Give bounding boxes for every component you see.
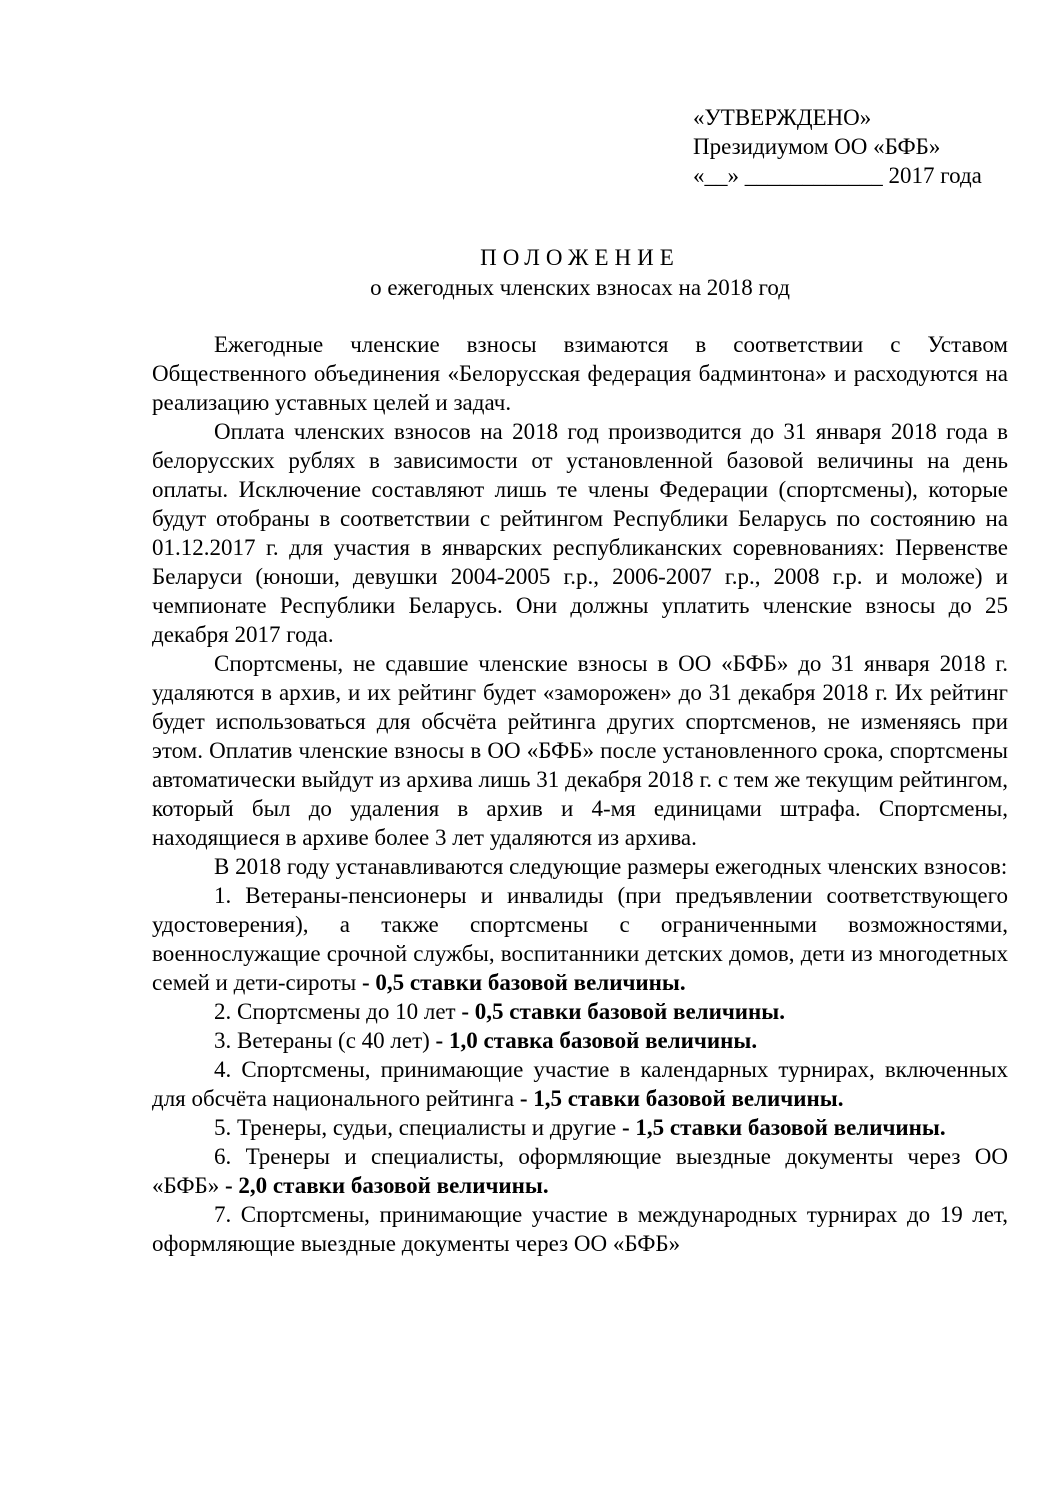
fee-item-7 xyxy=(152,1200,1008,1258)
fee-item-text: 3. Ветераны (с 40 лет) xyxy=(214,1028,436,1053)
fee-item-rate: - 1,5 ставки базовой величины. xyxy=(621,1115,946,1140)
fee-item-rate: - 1,0 ставка базовой величины. xyxy=(435,1028,758,1053)
document-title: ПОЛОЖЕНИЕ xyxy=(480,245,680,270)
fee-item-text: 6. Тренеры и специалисты, оформляющие выездные документы через ОО «БФБ» xyxy=(152,1144,1008,1198)
document-title-block xyxy=(152,243,1008,303)
paragraph-1: Ежегодные членские взносы взимаются в соответствии с Уставом Общественного объединения «Белорусская федерация бадминтона» и расходуются на реализацию уставных целей и задач. xyxy=(152,332,1008,415)
fee-item-1 xyxy=(152,881,1008,997)
fee-item-5 xyxy=(152,1113,1008,1142)
paragraph-3: Спортсмены, не сдавшие членские взносы в ОО «БФБ» до 31 января 2018 г. удаляются в архив, и их рейтинг будет «заморожен» до 31 декабря 2018 г. Их рейтинг будет использоваться для обсчёта рейтинга других спортсменов, не изменяясь при этом. Оплатив членские взносы в ОО «БФБ» после установленного срока, спортсмены автоматически выйдут из архива лишь 31 декабря 2018 г. с тем же текущим рейтингом, который был до удаления в архив и 4-мя единицами штрафа. Спортсмены, находящиеся в архиве более 3 лет удаляются из архива. xyxy=(152,651,1008,850)
fee-item-text: 1. Ветераны-пенсионеры и инвалиды (при предъявлении соответствующего удостоверения), а также спортсмены с ограниченными возможностями, военнослужащие срочной службы, воспитанники детских домов, дети из многодетных семей и дети-сироты xyxy=(152,883,1008,995)
approval-line-2: Президиумом ОО «БФБ» xyxy=(693,134,941,159)
fee-item-3 xyxy=(152,1026,1008,1055)
approval-line-3: «__» ____________ 2017 года xyxy=(693,163,982,188)
document-subtitle: о ежегодных членских взносах на 2018 год xyxy=(370,275,790,300)
approval-stamp xyxy=(693,103,1023,190)
paragraph-2: Оплата членских взносов на 2018 год производится до 31 января 2018 года в белорусских рублях в зависимости от установленной базовой величины на день оплаты. Исключение составляют лишь те члены Федерации (спортсмены), которые будут отобраны в соответствии с рейтингом Республики Беларусь по состоянию на 01.12.2017 г. для участия в январских республиканских соревнованиях: Первенстве Беларуси (юноши, девушки 2004-2005 г.р., 2006-2007 г.р., 2008 г.р. и моложе) и чемпионате Республики Беларусь. Они должны уплатить членские взносы до 25 декабря 2017 года. xyxy=(152,419,1008,647)
approval-line-1: «УТВЕРЖДЕНО» xyxy=(693,105,872,130)
fee-item-4 xyxy=(152,1055,1008,1113)
fee-item-6 xyxy=(152,1142,1008,1200)
fee-item-rate: - 2,0 ставки базовой величины. xyxy=(225,1173,549,1198)
paragraph-4: В 2018 году устанавливаются следующие размеры ежегодных членских взносов: xyxy=(214,854,1008,879)
fee-item-2 xyxy=(152,997,1008,1026)
document-body xyxy=(152,330,1008,1258)
fee-item-rate: - 1,5 ставки базовой величины. xyxy=(519,1086,844,1111)
fee-item-text: 2. Спортсмены до 10 лет xyxy=(214,999,462,1024)
fee-item-text: 7. Спортсмены, принимающие участие в международных турнирах до 19 лет, оформляющие выездные документы через ОО «БФБ» xyxy=(152,1202,1008,1256)
fee-item-text: 4. Спортсмены, принимающие участие в календарных турнирах, включенных для обсчёта национального рейтинга xyxy=(152,1057,1008,1111)
fee-item-rate: - 0,5 ставки базовой величины. xyxy=(361,970,686,995)
fee-item-rate: - 0,5 ставки базовой величины. xyxy=(461,999,785,1024)
fee-item-text: 5. Тренеры, судьи, специалисты и другие xyxy=(214,1115,622,1140)
